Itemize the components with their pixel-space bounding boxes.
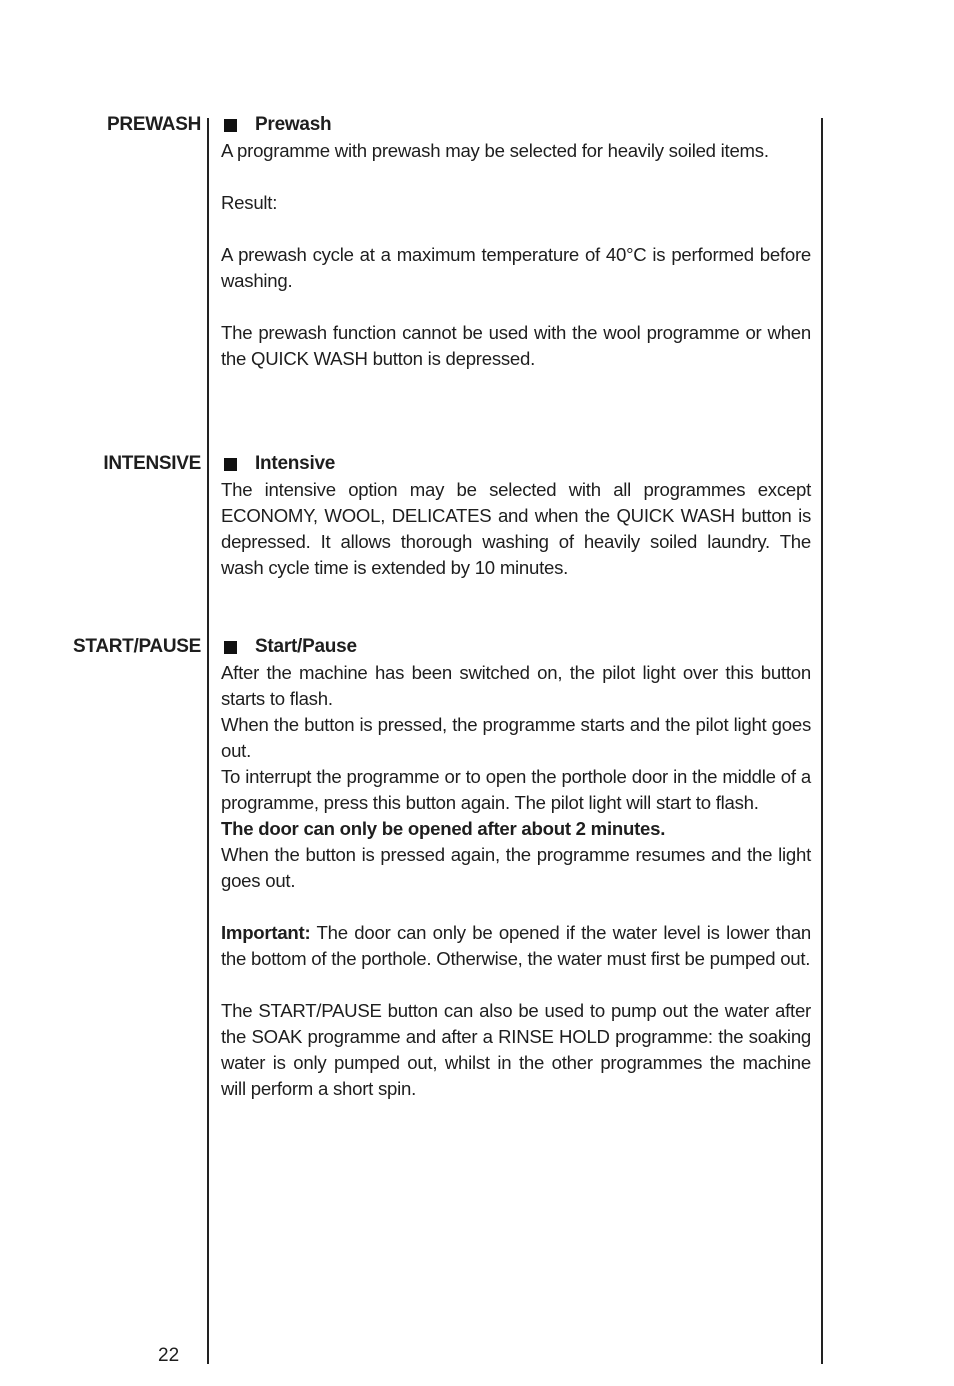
heading-text: Prewash <box>255 114 332 135</box>
section-heading-prewash <box>221 112 811 138</box>
paragraph: A prewash cycle at a maximum temperature of 40°C is performed before washing. <box>221 244 811 291</box>
paragraph: The prewash function cannot be used with the wool programme or when the QUICK WASH button is depressed. <box>221 322 811 369</box>
section-intensive <box>221 451 811 581</box>
section-heading-start-pause <box>221 634 811 660</box>
paragraph: To interrupt the programme or to open the porthole door in the middle of a programme, press this button again. The pilot light will start to flash. <box>221 766 811 813</box>
paragraph: When the button is pressed, the programme starts and the pilot light goes out. <box>221 714 811 761</box>
paragraph: A programme with prewash may be selected for heavily soiled items. <box>221 140 769 161</box>
important-text: The door can only be opened if the water level is lower than the bottom of the porthole. Otherwise, the water must first be pumped out. <box>221 922 811 969</box>
paragraph: When the button is pressed again, the programme resumes and the light goes out. <box>221 844 811 891</box>
square-bullet-icon <box>224 119 237 132</box>
square-bullet-icon <box>224 458 237 471</box>
heading-text: Start/Pause <box>255 636 357 657</box>
important-note <box>221 920 811 972</box>
section-prewash <box>221 112 811 372</box>
square-bullet-icon <box>224 641 237 654</box>
page-number: 22 <box>158 1345 180 1366</box>
paragraph: The START/PAUSE button can also be used to pump out the water after the SOAK programme and after a RINSE HOLD programme: the soaking water is only pumped out, whilst in the other programmes the machine will perform a short spin. <box>221 1000 811 1099</box>
section-start-pause <box>221 634 811 1102</box>
side-label-start-pause: START/PAUSE <box>73 636 201 657</box>
paragraph: Result: <box>221 192 278 213</box>
section-heading-intensive <box>221 451 811 477</box>
paragraph: After the machine has been switched on, the pilot light over this button starts to flash. <box>221 662 811 709</box>
left-column-rule <box>207 118 209 1364</box>
important-label: Important: <box>221 922 311 943</box>
side-label-intensive: INTENSIVE <box>103 453 201 474</box>
paragraph: The intensive option may be selected with all programmes except ECONOMY, WOOL, DELICATES and when the QUICK WASH button is depressed. It allows thorough washing of heavily soiled laundry. The wash cycle time is extended by 10 minutes. <box>221 479 811 578</box>
door-warning: The door can only be opened after about 2 minutes. <box>221 818 666 839</box>
right-column-rule <box>821 118 823 1364</box>
side-label-prewash: PREWASH <box>107 114 201 135</box>
heading-text: Intensive <box>255 453 336 474</box>
